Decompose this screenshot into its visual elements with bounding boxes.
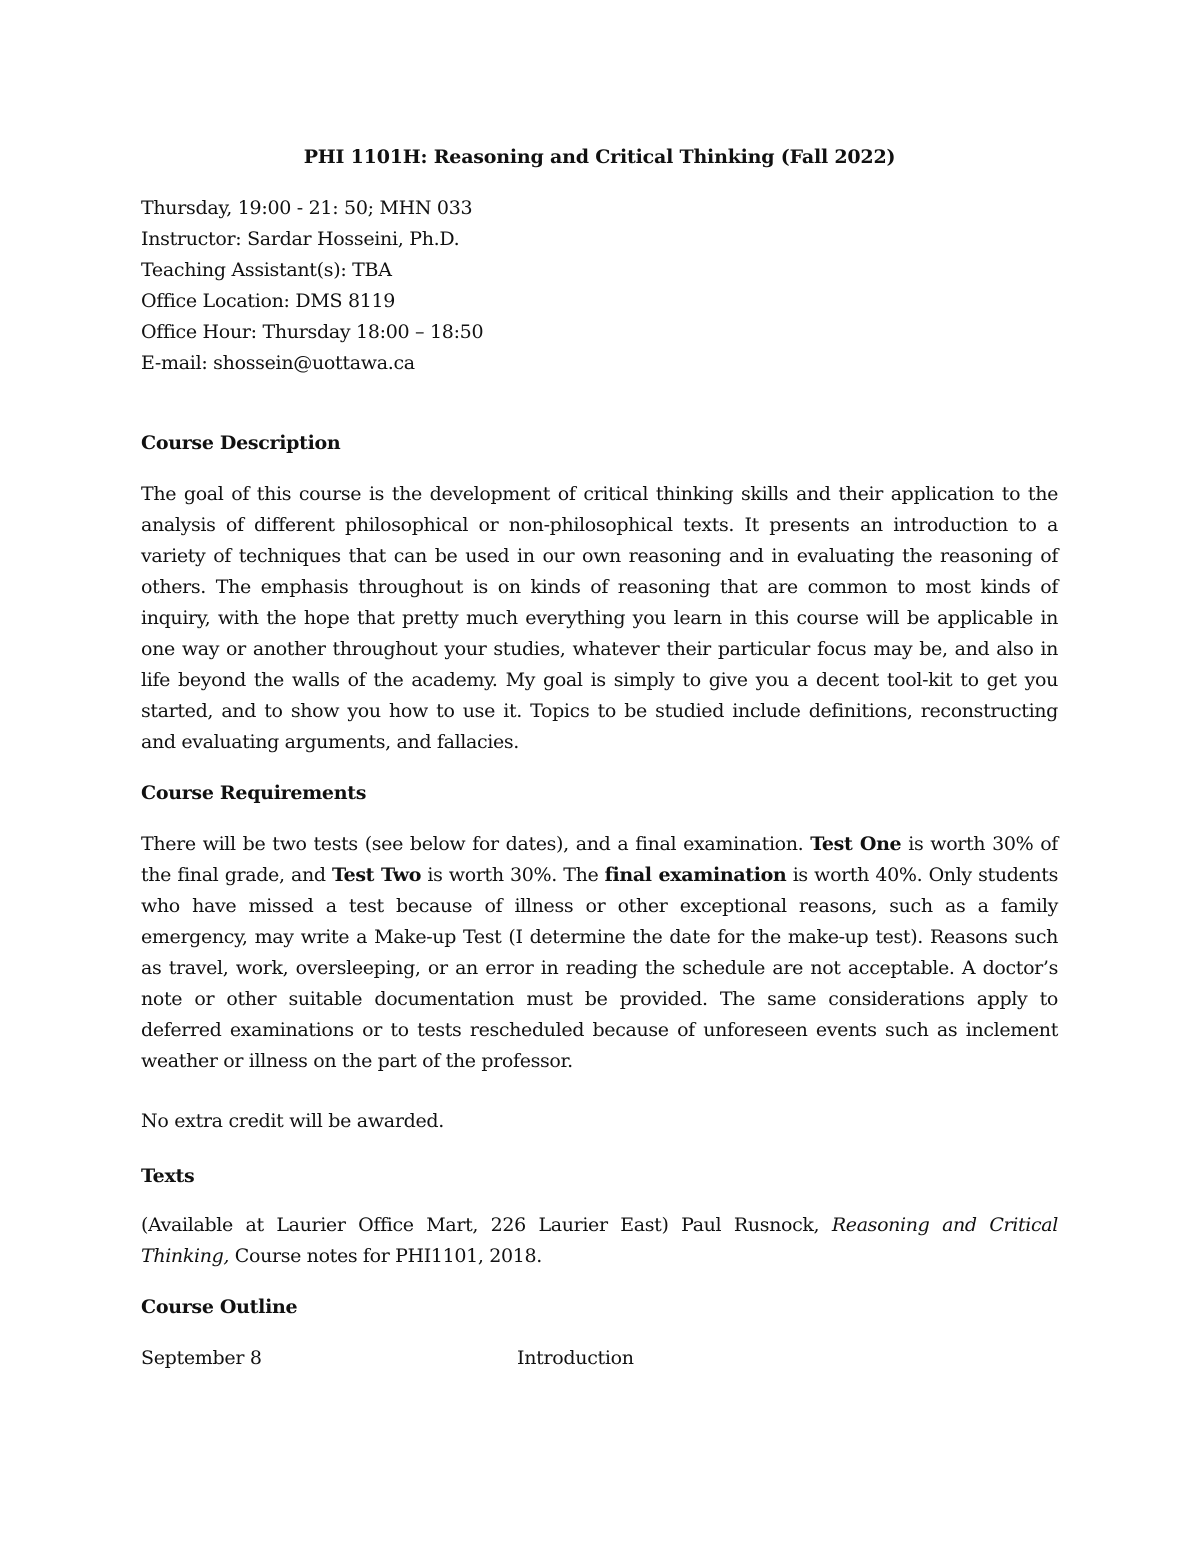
- requirements-text-part: is worth 30% of the final grade, and: [141, 833, 1058, 886]
- no-extra-credit-line: No extra credit will be awarded.: [141, 1110, 445, 1132]
- texts-text-part: (Available at Laurier Office Mart, 226 Laurier East) Paul Rusnock,: [141, 1214, 832, 1236]
- course-requirements-heading: Course Requirements: [141, 782, 367, 804]
- office-location-line: Office Location: DMS 8119: [141, 290, 396, 312]
- outline-topic: Introduction: [517, 1347, 634, 1369]
- course-title: PHI 1101H: Reasoning and Critical Thinking (Fall 2022): [303, 146, 896, 168]
- ta-line: Teaching Assistant(s): TBA: [141, 259, 392, 281]
- email-line: E-mail: shossein@uottawa.ca: [141, 352, 415, 374]
- final-exam-label: final examination: [604, 864, 787, 886]
- book-title: Reasoning and Critical Thinking,: [141, 1214, 1058, 1267]
- course-description-heading: Course Description: [141, 432, 341, 454]
- requirements-text-part: is worth 40%. Only students who have missed a test because of illness or other exceptional reasons, such as a family emergency, may write a Make-up Test (I determine the date for the make-up test). Reasons such as travel, work, oversleeping, or an error in reading the schedule are not acceptable. A doctor’s note or other suitable documentation must be provided. The same considerations apply to deferred examinations or to tests rescheduled because of unforeseen events such as inclement weather or illness on the part of the professor.: [141, 864, 1058, 1072]
- requirements-text-part: is worth 30%. The: [421, 864, 605, 886]
- schedule-line: Thursday, 19:00 - 21: 50; MHN 033: [141, 197, 473, 219]
- requirements-text-part: There will be two tests (see below for dates), and a final examination.: [141, 833, 811, 855]
- outline-date: September 8: [141, 1347, 262, 1369]
- course-outline-heading: Course Outline: [141, 1296, 298, 1318]
- instructor-line: Instructor: Sardar Hosseini, Ph.D.: [141, 228, 460, 250]
- course-requirements-text: [141, 829, 1058, 1077]
- course-info-block: [141, 193, 483, 379]
- course-description-text: The goal of this course is the development of critical thinking skills and their application to the analysis of different philosophical or non-philosophical texts. It presents an introduction to a variety of techniques that can be used in our own reasoning and in evaluating the reasoning of others. The emphasis throughout is on kinds of reasoning that are common to most kinds of inquiry, with the hope that pretty much everything you learn in this course will be applicable in one way or another throughout your studies, whatever their particular focus may be, and also in life beyond the walls of the academy. My goal is simply to give you a decent tool-kit to get you started, and to show you how to use it. Topics to be studied include definitions, reconstructing and evaluating arguments, and fallacies.: [141, 483, 1058, 753]
- texts-heading: Texts: [141, 1165, 195, 1187]
- test-one-label: Test One: [810, 833, 902, 855]
- test-two-label: Test Two: [331, 864, 422, 886]
- texts-paragraph: [141, 1210, 1058, 1272]
- texts-text-part: Course notes for PHI1101, 2018.: [229, 1245, 542, 1267]
- office-hour-line: Office Hour: Thursday 18:00 – 18:50: [141, 321, 484, 343]
